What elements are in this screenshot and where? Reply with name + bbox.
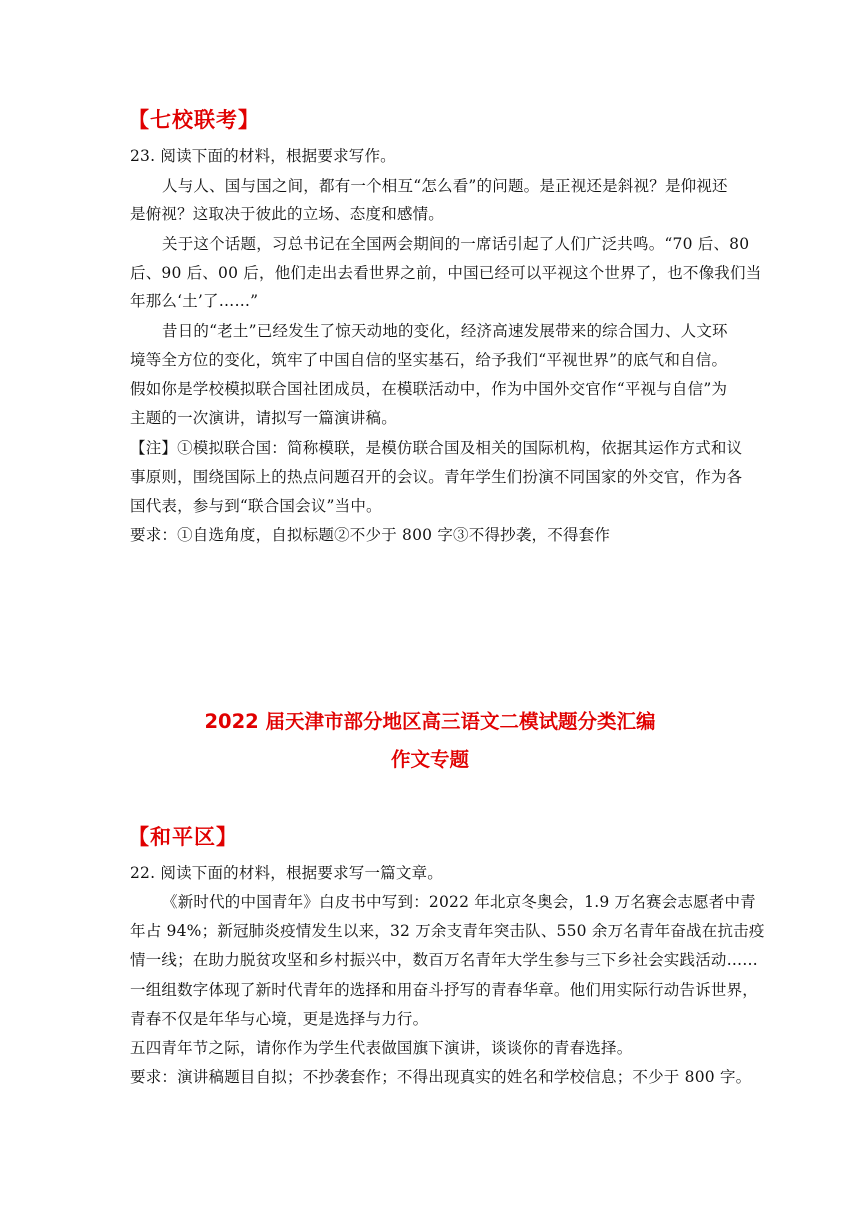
- note-line: 国代表，参与到“联合国会议”当中。: [130, 497, 382, 515]
- requirement-line: 要求：演讲稿题目自拟；不抄袭套作；不得出现真实的姓名和学校信息；不少于 800 字。: [130, 1068, 752, 1086]
- paragraph-line: 五四青年节之际，请你作为学生代表做国旗下演讲，谈谈你的青春选择。: [130, 1039, 633, 1057]
- section-heading-qixiao: 【七校联考】: [128, 108, 260, 132]
- paragraph-line: 《新时代的中国青年》白皮书中写到：2022 年北京冬奥会，1.9 万名赛会志愿者中青: [162, 893, 756, 911]
- paragraph-line: 人与人、国与国之间，都有一个相互“怎么看”的问题。是正视还是斜视？是仰视还: [162, 177, 728, 195]
- section-heading-heping: 【和平区】: [128, 825, 238, 849]
- paragraph-line: 年那么‘土’了……”: [130, 292, 259, 310]
- document-subtitle: 作文专题: [390, 748, 469, 771]
- requirement-line: 要求：①自选角度，自拟标题②不少于 800 字③不得抄袭，不得套作: [130, 526, 611, 544]
- paragraph-line: 情一线；在助力脱贫攻坚和乡村振兴中，数百万名青年大学生参与三下乡社会实践活动……: [130, 951, 759, 969]
- question-number-22: 22. 阅读下面的材料，根据要求写一篇文章。: [130, 864, 443, 882]
- paragraph-line: 关于这个话题，习总书记在全国两会期间的一席话引起了人们广泛共鸣。“70 后、80: [162, 235, 750, 253]
- paragraph-line: 假如你是学校模拟联合国社团成员，在模联活动中，作为中国外交官作“平视与自信”为: [130, 380, 728, 398]
- paragraph-line: 是俯视？这取决于彼此的立场、态度和感情。: [130, 205, 445, 223]
- paragraph-line: 昔日的“老土”已经发生了惊天动地的变化，经济高速发展带来的综合国力、人文环: [162, 322, 728, 340]
- paragraph-line: 青春不仅是年华与心境，更是选择与力行。: [130, 1010, 429, 1028]
- note-line: 事原则，围绕国际上的热点问题召开的会议。青年学生们扮演不同国家的外交官，作为各: [130, 468, 743, 486]
- paragraph-line: 年占 94%；新冠肺炎疫情发生以来，32 万余支青年突击队、550 余万名青年奋战在抗击疫: [130, 922, 765, 940]
- paragraph-line: 主题的一次演讲，请拟写一篇演讲稿。: [130, 409, 397, 427]
- paragraph-line: 一组组数字体现了新时代青年的选择和用奋斗抒写的青春华章。他们用实际行动告诉世界，: [130, 981, 759, 999]
- question-number-23: 23. 阅读下面的材料，根据要求写作。: [130, 147, 396, 165]
- note-line: 【注】①模拟联合国：简称模联，是模仿联合国及相关的国际机构，依据其运作方式和议: [130, 439, 743, 457]
- paragraph-line: 后、90 后、00 后，他们走出去看世界之前，中国已经可以平视这个世界了，也不像我们当: [130, 264, 762, 282]
- document-title: 2022 届天津市部分地区高三语文二模试题分类汇编: [204, 710, 656, 733]
- paragraph-line: 境等全方位的变化，筑牢了中国自信的坚实基石，给予我们“平视世界”的底气和自信。: [130, 351, 728, 369]
